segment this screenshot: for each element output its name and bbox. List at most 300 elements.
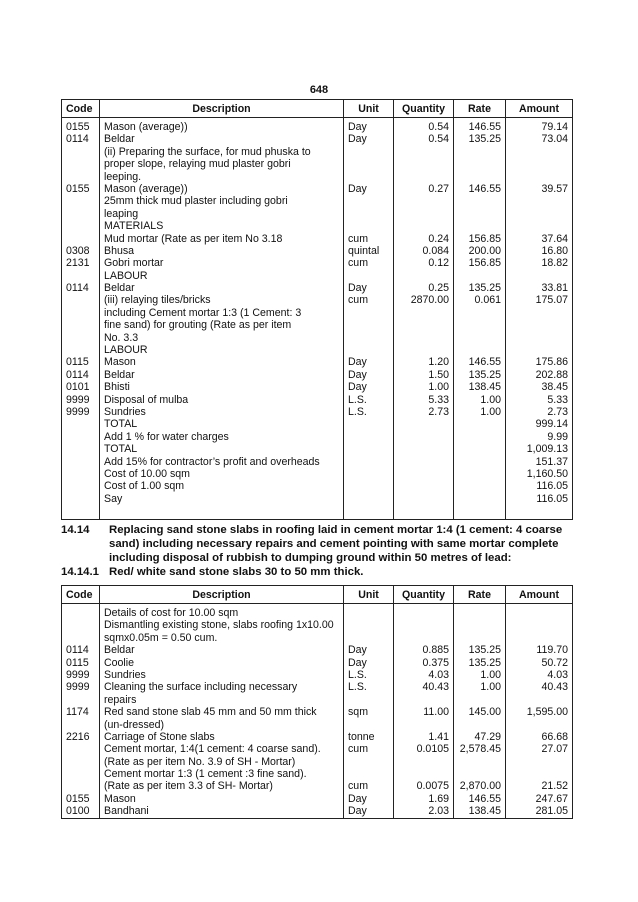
- table-1-body: [62, 118, 573, 520]
- quantity-value: 11.00: [423, 706, 449, 719]
- description-line: Coolie: [104, 656, 135, 669]
- rate-value: 1.00: [480, 393, 501, 406]
- unit-cell: [344, 468, 394, 480]
- code-value: 9999: [66, 393, 90, 406]
- rate-value: 146.55: [468, 182, 501, 195]
- code-value: 0114: [66, 644, 89, 657]
- amount-value: 39.57: [541, 182, 568, 195]
- unit-cell: [344, 118, 394, 134]
- description-cell: [100, 657, 344, 669]
- description-cell: [100, 294, 344, 356]
- amount-value: 38.45: [541, 381, 568, 394]
- quantity-value: 0.0105: [416, 743, 449, 756]
- description-cell: [100, 793, 344, 805]
- amount-cell: [506, 133, 573, 145]
- rate-value: 135.25: [468, 282, 501, 295]
- code-cell: [62, 418, 100, 430]
- code-value: [66, 146, 95, 158]
- code-cell: [62, 657, 100, 669]
- rate-cell: [454, 669, 506, 681]
- quantity-cell: [394, 456, 454, 468]
- code-cell: [62, 431, 100, 443]
- amount-cell: [506, 793, 573, 805]
- rate-cell: [454, 644, 506, 656]
- table-2-body: [62, 604, 573, 819]
- quantity-cell: [394, 418, 454, 430]
- amount-cell: [506, 118, 573, 134]
- unit-cell: [344, 669, 394, 681]
- quantity-cell: [394, 780, 454, 792]
- code-cell: [62, 146, 100, 183]
- code-cell: [62, 394, 100, 406]
- unit-value: [348, 146, 389, 158]
- unit-cell: [344, 644, 394, 656]
- code-cell: [62, 681, 100, 706]
- table-row: [62, 233, 573, 245]
- unit-value: Day: [348, 282, 367, 295]
- table-header-row: [62, 100, 573, 118]
- rate-cell: [454, 604, 506, 645]
- code-cell: [62, 369, 100, 381]
- quantity-cell: [394, 793, 454, 805]
- amount-cell: [506, 431, 573, 443]
- description-cell: [100, 245, 344, 257]
- description-line: Cement mortar, 1:4(1 cement: 4 coarse sand).: [104, 743, 321, 756]
- rate-cell: [454, 282, 506, 294]
- code-cell: [62, 644, 100, 656]
- header-description: Description: [100, 100, 344, 118]
- quantity-value: 0.27: [428, 182, 449, 195]
- amount-value: 40.43: [541, 681, 568, 694]
- table-row: [62, 644, 573, 656]
- quantity-cell: [394, 245, 454, 257]
- description-cell: [100, 418, 344, 430]
- rate-cell: [454, 183, 506, 233]
- quantity-cell: [394, 294, 454, 356]
- code-cell: [62, 443, 100, 455]
- unit-cell: [344, 406, 394, 418]
- unit-value: [348, 456, 389, 468]
- table-row: [62, 493, 573, 520]
- description-line: Mud mortar (Rate as per item No 3.18: [104, 232, 283, 245]
- unit-value: [348, 480, 389, 492]
- rate-cell: [454, 369, 506, 381]
- amount-value: 33.81: [541, 282, 568, 295]
- unit-cell: [344, 233, 394, 245]
- rate-value: 1.00: [480, 668, 501, 681]
- table-row: [62, 669, 573, 681]
- rate-cell: [454, 657, 506, 669]
- code-value: 0101: [66, 381, 90, 394]
- code-cell: [62, 706, 100, 731]
- amount-value: [510, 146, 568, 158]
- code-cell: [62, 493, 100, 520]
- code-cell: [62, 406, 100, 418]
- section-title-line: sand) including necessary repairs and cement pointing with same mortar complete: [109, 538, 559, 550]
- amount-value: [510, 607, 568, 619]
- amount-value: 281.05: [535, 805, 568, 818]
- rate-cell: [454, 805, 506, 818]
- unit-value: Day: [348, 133, 367, 146]
- description-line: repairs: [104, 693, 137, 706]
- amount-cell: [506, 257, 573, 282]
- table-row: [62, 381, 573, 393]
- code-value: 0114: [66, 282, 89, 295]
- rate-cell: [454, 418, 506, 430]
- rate-value: [458, 468, 501, 480]
- rate-value: 156.85: [468, 232, 501, 245]
- header-quantity: Quantity: [394, 586, 454, 604]
- amount-cell: [506, 282, 573, 294]
- amount-cell: [506, 468, 573, 480]
- description-line: Beldar: [104, 368, 135, 381]
- description-line: Sundries: [104, 405, 146, 418]
- rate-cell: [454, 493, 506, 520]
- table-row: [62, 681, 573, 706]
- table-row: [62, 406, 573, 418]
- code-cell: [62, 731, 100, 743]
- rate-value: 146.55: [468, 792, 501, 805]
- unit-value: tonne: [348, 730, 375, 743]
- table-row: [62, 780, 573, 792]
- description-line: Beldar: [104, 644, 135, 657]
- description-line: proper slope, relaying mud plaster gobri: [104, 158, 291, 171]
- code-value: 0115: [66, 656, 89, 669]
- description-line: Cleaning the surface including necessary: [104, 681, 298, 694]
- header-rate: Rate: [454, 586, 506, 604]
- code-cell: [62, 743, 100, 780]
- unit-cell: [344, 183, 394, 233]
- description-line: fine sand) for grouting (Rate as per item: [104, 319, 292, 332]
- amount-cell: [506, 294, 573, 356]
- code-value: 0115: [66, 356, 89, 369]
- code-value: 9999: [66, 405, 90, 418]
- quantity-value: [398, 443, 449, 455]
- rate-value: 135.25: [468, 644, 501, 657]
- amount-cell: [506, 456, 573, 468]
- code-value: 0114: [66, 368, 89, 381]
- unit-cell: [344, 257, 394, 282]
- description-cell: [100, 257, 344, 282]
- code-value: [66, 233, 95, 245]
- quantity-value: [398, 607, 449, 619]
- unit-value: [348, 443, 389, 455]
- description-line: Details of cost for 10.00 sqm: [104, 607, 239, 619]
- amount-cell: [506, 356, 573, 368]
- quantity-cell: [394, 431, 454, 443]
- amount-cell: [506, 780, 573, 792]
- unit-cell: [344, 793, 394, 805]
- amount-cell: [506, 706, 573, 731]
- rate-value: [458, 418, 501, 430]
- code-cell: [62, 780, 100, 792]
- unit-cell: [344, 431, 394, 443]
- description-line: Mason: [104, 356, 136, 369]
- section-number: 14.14: [61, 524, 90, 536]
- quantity-cell: [394, 604, 454, 645]
- description-cell: [100, 356, 344, 368]
- description-line: Bhusa: [104, 244, 135, 257]
- table-row: [62, 118, 573, 134]
- description-cell: [100, 233, 344, 245]
- rate-cell: [454, 294, 506, 356]
- quantity-value: [398, 493, 449, 505]
- description-line: TOTAL: [104, 443, 138, 456]
- description-cell: [100, 669, 344, 681]
- rate-value: [458, 456, 501, 468]
- table-row: [62, 183, 573, 233]
- header-code: Code: [62, 586, 100, 604]
- quantity-value: [398, 456, 449, 468]
- unit-cell: [344, 604, 394, 645]
- unit-value: cum: [348, 294, 369, 307]
- code-value: 1174: [66, 706, 89, 719]
- amount-cell: [506, 183, 573, 233]
- quantity-value: [398, 146, 449, 158]
- unit-cell: [344, 480, 394, 492]
- quantity-cell: [394, 443, 454, 455]
- amount-cell: [506, 369, 573, 381]
- unit-cell: [344, 805, 394, 818]
- amount-value: 116.05: [536, 492, 568, 505]
- amount-value: 37.64: [541, 232, 568, 245]
- header-rate: Rate: [454, 100, 506, 118]
- rate-cell: [454, 743, 506, 780]
- description-line: Cost of 1.00 sqm: [104, 480, 185, 493]
- amount-cell: [506, 657, 573, 669]
- unit-cell: [344, 245, 394, 257]
- subsection-title: Red/ white sand stone slabs 30 to 50 mm thick.: [109, 566, 364, 578]
- amount-value: 116.05: [536, 480, 568, 493]
- description-line: leeping.: [104, 170, 142, 183]
- code-cell: [62, 356, 100, 368]
- amount-cell: [506, 493, 573, 520]
- description-line: Mason: [104, 792, 136, 805]
- quantity-cell: [394, 233, 454, 245]
- unit-cell: [344, 493, 394, 520]
- code-value: [66, 294, 95, 306]
- unit-cell: [344, 743, 394, 780]
- unit-value: L.S.: [348, 393, 367, 406]
- code-cell: [62, 257, 100, 282]
- rate-analysis-table-2: [61, 585, 573, 819]
- amount-cell: [506, 731, 573, 743]
- amount-value: 202.88: [535, 368, 568, 381]
- rate-value: 138.45: [468, 381, 501, 394]
- rate-value: 200.00: [468, 244, 501, 257]
- rate-value: [458, 480, 501, 492]
- table-header-row: [62, 586, 573, 604]
- quantity-cell: [394, 657, 454, 669]
- code-cell: [62, 294, 100, 356]
- rate-value: [458, 493, 501, 505]
- table-row: [62, 743, 573, 780]
- description-cell: [100, 743, 344, 780]
- quantity-cell: [394, 356, 454, 368]
- code-cell: [62, 468, 100, 480]
- amount-value: 1,160.50: [526, 467, 568, 480]
- rate-cell: [454, 443, 506, 455]
- unit-value: [348, 468, 389, 480]
- quantity-cell: [394, 743, 454, 780]
- quantity-cell: [394, 480, 454, 492]
- header-amount: Amount: [506, 586, 573, 604]
- code-cell: [62, 480, 100, 492]
- unit-cell: [344, 780, 394, 792]
- description-cell: [100, 369, 344, 381]
- description-line: No. 3.3: [104, 331, 139, 344]
- description-line: (un-dressed): [104, 718, 165, 731]
- table-row: [62, 356, 573, 368]
- quantity-cell: [394, 183, 454, 233]
- description-line: sqmx0.05m = 0.50 cum.: [104, 631, 218, 644]
- amount-value: 66.68: [541, 730, 568, 743]
- code-value: 0100: [66, 805, 90, 818]
- description-line: TOTAL: [104, 418, 138, 431]
- unit-value: Day: [348, 644, 367, 657]
- description-line: Cost of 10.00 sqm: [104, 467, 190, 480]
- amount-value: 18.82: [541, 257, 568, 270]
- code-value: [66, 480, 95, 492]
- table-row: [62, 468, 573, 480]
- rate-cell: [454, 406, 506, 418]
- amount-cell: [506, 644, 573, 656]
- description-line: MATERIALS: [104, 220, 164, 233]
- description-line: Dismantling existing stone, slabs roofing 1x10.00: [104, 619, 334, 632]
- table-row: [62, 805, 573, 818]
- quantity-cell: [394, 731, 454, 743]
- description-line: Bandhani: [104, 805, 149, 818]
- unit-cell: [344, 381, 394, 393]
- amount-cell: [506, 406, 573, 418]
- description-line: (Rate as per item 3.3 of SH- Mortar): [104, 780, 273, 793]
- amount-value: 175.07: [535, 294, 568, 307]
- unit-value: sqm: [348, 706, 369, 719]
- unit-cell: [344, 731, 394, 743]
- rate-cell: [454, 780, 506, 792]
- table-row: [62, 706, 573, 731]
- amount-value: 151.37: [535, 455, 568, 468]
- amount-value: 50.72: [541, 656, 568, 669]
- quantity-value: 1.69: [428, 792, 449, 805]
- table-row: [62, 146, 573, 183]
- code-value: [66, 456, 95, 468]
- quantity-cell: [394, 669, 454, 681]
- description-line: Say: [104, 492, 123, 505]
- description-line: Disposal of mulba: [104, 393, 189, 406]
- unit-value: Day: [348, 368, 367, 381]
- rate-cell: [454, 394, 506, 406]
- unit-value: Day: [348, 356, 367, 369]
- description-cell: [100, 183, 344, 233]
- description-line: (ii) Preparing the surface, for mud phuska to: [104, 145, 311, 158]
- rate-cell: [454, 480, 506, 492]
- unit-value: Day: [348, 381, 367, 394]
- quantity-cell: [394, 381, 454, 393]
- page-number: 648: [309, 84, 329, 96]
- quantity-cell: [394, 706, 454, 731]
- description-line: including Cement mortar 1:3 (1 Cement: 3: [104, 306, 302, 319]
- unit-value: quintal: [348, 244, 380, 257]
- quantity-value: [398, 480, 449, 492]
- header-amount: Amount: [506, 100, 573, 118]
- rate-value: 135.25: [468, 368, 501, 381]
- description-line: LABOUR: [104, 344, 148, 357]
- rate-cell: [454, 245, 506, 257]
- header-quantity: Quantity: [394, 100, 454, 118]
- description-cell: [100, 644, 344, 656]
- quantity-value: 5.33: [428, 393, 449, 406]
- code-cell: [62, 805, 100, 818]
- unit-value: [348, 431, 389, 443]
- unit-cell: [344, 146, 394, 183]
- unit-value: L.S.: [348, 681, 367, 694]
- table-row: [62, 657, 573, 669]
- table-row: [62, 604, 573, 645]
- quantity-value: 0.24: [428, 232, 449, 245]
- description-cell: [100, 780, 344, 792]
- unit-cell: [344, 133, 394, 145]
- amount-cell: [506, 743, 573, 780]
- amount-value: 1,009.13: [526, 443, 568, 456]
- rate-analysis-table-1: [61, 99, 573, 520]
- rate-value: 135.25: [468, 656, 501, 669]
- code-value: 2216: [66, 730, 90, 743]
- description-line: Cement mortar 1:3 (1 cement :3 fine sand).: [104, 768, 307, 781]
- code-value: [66, 607, 95, 619]
- header-description: Description: [100, 586, 344, 604]
- code-cell: [62, 604, 100, 645]
- quantity-cell: [394, 805, 454, 818]
- unit-cell: [344, 369, 394, 381]
- rate-cell: [454, 793, 506, 805]
- unit-value: [348, 607, 389, 619]
- description-line: Mason (average)): [104, 182, 188, 195]
- quantity-value: 2.03: [428, 805, 449, 818]
- amount-value: 21.52: [541, 780, 568, 793]
- code-value: [66, 418, 95, 430]
- amount-cell: [506, 681, 573, 706]
- amount-cell: [506, 480, 573, 492]
- quantity-value: 40.43: [422, 681, 449, 694]
- code-value: 0308: [66, 244, 90, 257]
- unit-value: cum: [348, 257, 369, 270]
- table-row: [62, 282, 573, 294]
- quantity-value: 0.0075: [416, 780, 449, 793]
- table-row: [62, 418, 573, 430]
- code-value: [66, 443, 95, 455]
- unit-cell: [344, 657, 394, 669]
- description-cell: [100, 146, 344, 183]
- quantity-value: [398, 468, 449, 480]
- rate-cell: [454, 146, 506, 183]
- amount-value: 5.33: [547, 393, 568, 406]
- amount-value: 175.86: [535, 356, 568, 369]
- unit-value: L.S.: [348, 405, 367, 418]
- code-cell: [62, 381, 100, 393]
- quantity-value: [398, 418, 449, 430]
- unit-value: L.S.: [348, 668, 367, 681]
- unit-cell: [344, 282, 394, 294]
- description-cell: [100, 282, 344, 294]
- description-cell: [100, 394, 344, 406]
- rate-value: 156.85: [468, 257, 501, 270]
- rate-cell: [454, 118, 506, 134]
- code-value: [66, 431, 95, 443]
- table-row: [62, 480, 573, 492]
- amount-value: 16.80: [541, 244, 568, 257]
- unit-value: Day: [348, 182, 367, 195]
